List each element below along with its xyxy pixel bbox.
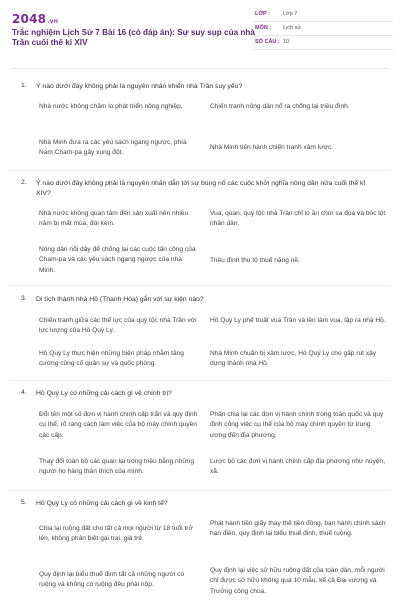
q5-option-b[interactable]: Phát hành tiền giấy thay thế tiền đồng, ban hành chính sách hạn điền, quy định lại biểu thuế đinh, thuế ruộng. [210, 520, 386, 538]
question-number: 3. [21, 295, 27, 302]
q1-option-b[interactable]: Chiến tranh nông dân nổ ra chống lại triều đình. [210, 103, 350, 110]
question-separator [10, 170, 390, 171]
q1-option-d[interactable]: Nhà Minh tiến hành chiến tranh xâm lược. [210, 144, 334, 151]
q3-option-a[interactable]: Chiến tranh giữa các thế lực của quý tộc nhà Trần với lực lượng của Hồ Quý Ly. [39, 317, 197, 335]
meta-count-value: 10 [283, 39, 290, 45]
meta-class-value: Lớp 7 [283, 11, 298, 17]
q5-option-c[interactable]: Quy định lại biểu thuế đinh tất cả những người có ruộng và không có ruộng đều phải nộp. [39, 571, 185, 589]
page-title: Trắc nghiệm Lịch Sử 7 Bài 16 (có đáp án): Sự suy sụp của nhà Trần cuối thế kỉ XIV [12, 28, 255, 48]
q2-option-c[interactable]: Nông dân nổi dậy để chống lại các cuộc tấn công của Cham-pa và các yêu sách ngang ngược của nhà Minh. [39, 246, 196, 274]
site-logo[interactable] [12, 12, 58, 26]
question-text: Hồ Quý Ly có những cải cách gì về kinh tế? [36, 500, 168, 507]
question-number: 5. [21, 499, 27, 506]
meta-subject-value: Lịch sử [283, 25, 302, 31]
logo-text: 2048 [12, 12, 47, 26]
meta-class-label: LỚP : [255, 11, 270, 17]
meta-subject-label: MÔN : [255, 25, 272, 31]
q4-option-d[interactable]: Lược bỏ các đơn vị hành chính cấp địa phương như huyện, xã. [210, 458, 386, 476]
question-separator [10, 380, 390, 381]
question-separator [10, 490, 390, 491]
q5-option-d[interactable]: Quy định lại việc sở hữu ruộng đất của toàn dân, mỗi người chỉ được sở hữu không quá 10 mẫu, kể cả Đại vương và Trưởng công chúa. [210, 567, 385, 595]
header-divider [10, 68, 390, 69]
question-separator [10, 285, 390, 286]
logo-suffix: .vn [47, 18, 59, 25]
q4-option-b[interactable]: Phân chia lại các đơn vị hành chính trong toàn quốc và quy định công việc cụ thể của bộ máy chính quyền từ trung ương đến địa phương. [210, 411, 384, 439]
q4-option-a[interactable]: Đổi tên một số đơn vị hành chính cấp trấn và quy định cụ thể, rõ ràng cách làm việc của bộ máy chính quyền các cấp. [39, 411, 198, 439]
question-number: 1. [21, 82, 27, 89]
question-number: 2. [21, 179, 27, 186]
meta-count-row [253, 36, 393, 50]
question-text: Ý nào dưới đây không phải là nguyên nhân khiến nhà Trần suy yếu? [36, 83, 243, 90]
q2-option-d[interactable]: Triều đình thu tô thuế nặng nề. [210, 257, 300, 264]
meta-class-row [253, 8, 393, 22]
q1-option-a[interactable]: Nhà nước không chăm lo phát triển nông nghiệp. [39, 103, 183, 110]
quiz-meta [253, 8, 393, 50]
q3-option-c[interactable]: Hồ Quý Ly thực hiện những biện pháp nhằm tăng cường củng cố quân sự và quốc phòng. [39, 350, 184, 368]
question-text: Hồ Quý Ly có những cải cách gì về chính trị? [36, 390, 172, 397]
q2-option-a[interactable]: Nhà nước không quan tâm đến sản xuất nên nhiều năm bị mất mùa, đói kém. [39, 210, 189, 228]
q3-option-d[interactable]: Nhà Minh chuẩn bị xâm lược, Hồ Quý Ly cho gấp rút xây dựng thành nhà Hồ. [210, 350, 377, 368]
question-text: Di tích thành nhà Hồ (Thanh Hóa) gắn với sự kiện nào? [36, 296, 204, 303]
meta-subject-row [253, 22, 393, 36]
q3-option-b[interactable]: Hồ Quý Ly phế truất vua Trần và lên làm vua, lập ra nhà Hồ. [210, 317, 386, 324]
q4-option-c[interactable]: Thay đổi toàn bộ các quan lại trong triều bằng những người họ hàng thân thích của mình. [39, 458, 195, 476]
question-number: 4. [21, 389, 27, 396]
q2-option-b[interactable]: Vua, quan, quý tộc nhà Trần chỉ lo ăn chơi sa đọa và bóc lột nhân dân. [210, 210, 386, 228]
meta-count-label: SỐ CÂU : [255, 39, 280, 45]
question-text: Ý nào dưới đây không phải là nguyên nhân dẫn tới sự bùng nổ các cuộc khởi nghĩa nông dân nửa cuối thế kỉ XIV? [36, 180, 365, 198]
q1-option-c[interactable]: Nhà Minh đưa ra các yêu sách ngang ngược, phía Nam Cham-pa gây xung đột. [39, 139, 187, 157]
q5-option-a[interactable]: Chia lại ruộng đất cho tất cả mọi người từ 18 tuổi trở lên, không phân biệt gái trai, già trẻ. [39, 525, 193, 543]
